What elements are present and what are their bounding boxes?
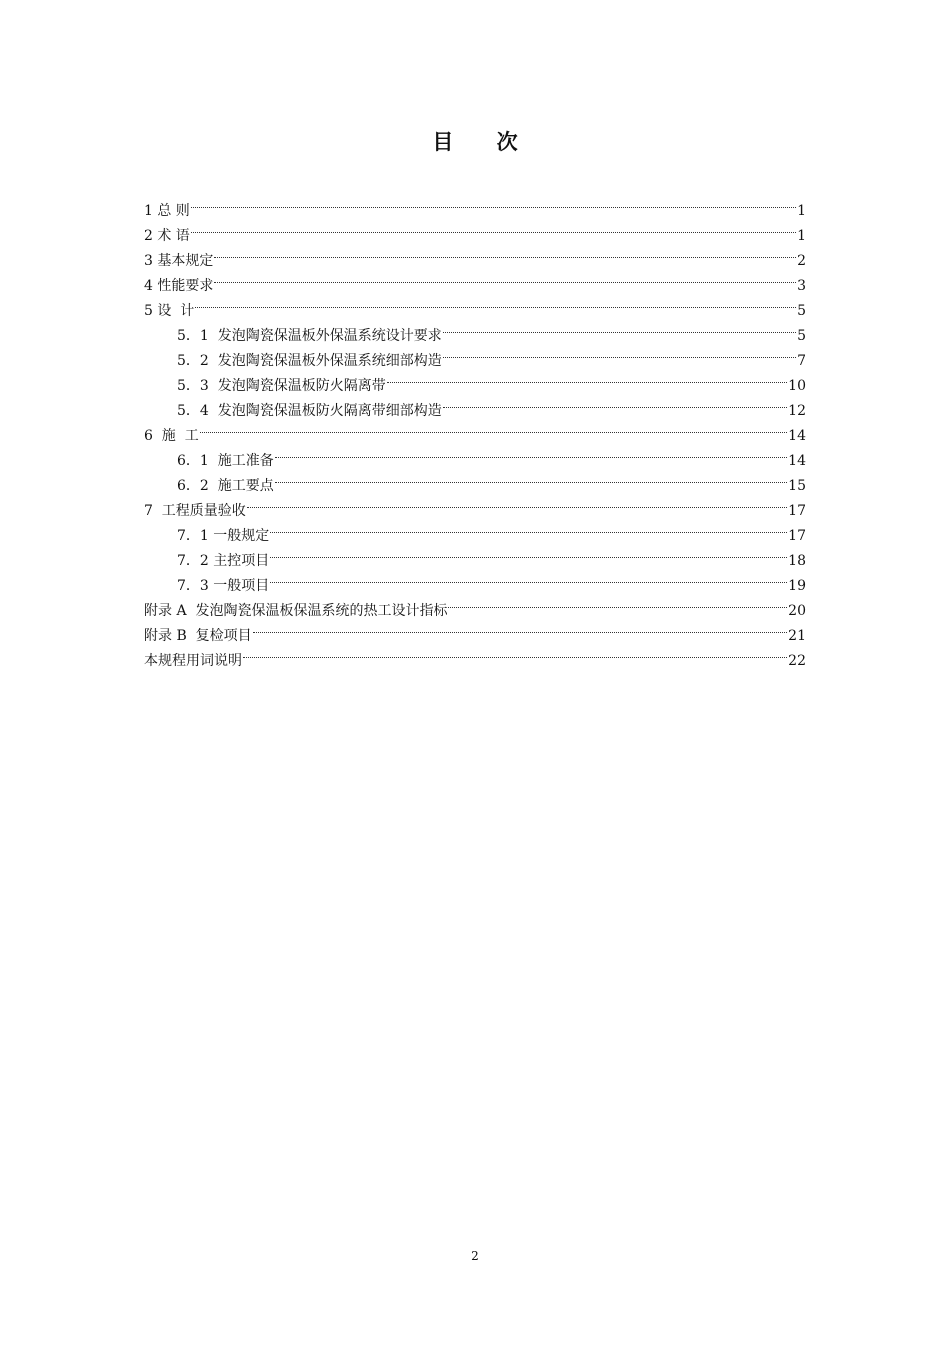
toc-entry-label: 2 术 语 (144, 228, 190, 244)
toc-dot-leader (270, 515, 787, 540)
toc-entry-page: 1 (797, 203, 806, 219)
toc-entry (144, 415, 806, 444)
toc-dot-leader (191, 190, 796, 215)
toc-dot-leader (443, 340, 796, 365)
toc-entry-page: 17 (788, 503, 806, 519)
table-of-contents (144, 190, 806, 669)
toc-dot-leader (387, 365, 787, 390)
toc-entry-page: 2 (797, 253, 806, 269)
toc-entry-label: 1 总 则 (144, 203, 190, 219)
toc-entry-page: 5 (797, 303, 806, 319)
toc-entry-label: 6．1 施工准备 (177, 453, 274, 469)
toc-entry-page: 5 (797, 328, 806, 344)
toc-dot-leader (443, 390, 787, 415)
toc-entry-label: 7．3 一般项目 (177, 578, 270, 594)
toc-entry-page: 21 (788, 628, 806, 644)
toc-entry (144, 215, 806, 244)
toc-dot-leader (200, 415, 787, 440)
toc-entry-label: 3 基本规定 (144, 253, 214, 269)
toc-dot-leader (443, 315, 796, 340)
toc-entry-label: 7．1 一般规定 (177, 528, 270, 544)
toc-dot-leader (270, 565, 787, 590)
toc-entry-page: 10 (788, 378, 806, 394)
toc-entry-page: 19 (788, 578, 806, 594)
toc-dot-leader (270, 540, 787, 565)
toc-entry-page: 1 (797, 228, 806, 244)
toc-dot-leader (191, 215, 796, 240)
toc-entry-label: 附录 B 复检项目 (144, 628, 252, 644)
toc-entry (144, 190, 806, 219)
toc-dot-leader (214, 265, 796, 290)
toc-entry (144, 265, 806, 294)
toc-entry-label: 5 设 计 (144, 303, 195, 319)
toc-entry-label: 附录 A 发泡陶瓷保温板保温系统的热工设计指标 (144, 603, 448, 619)
toc-entry-label: 6 施 工 (144, 428, 199, 444)
toc-entry (144, 440, 806, 469)
toc-entry-label: 5．3 发泡陶瓷保温板防火隔离带 (177, 378, 386, 394)
toc-dot-leader (247, 490, 787, 515)
toc-entry-label: 5．4 发泡陶瓷保温板防火隔离带细部构造 (177, 403, 442, 419)
toc-entry-page: 22 (788, 653, 806, 669)
toc-entry-page: 17 (788, 528, 806, 544)
toc-dot-leader (214, 240, 796, 265)
toc-entry-label: 4 性能要求 (144, 278, 214, 294)
toc-entry-label: 6．2 施工要点 (177, 478, 274, 494)
page-title: 目 次 (432, 130, 536, 154)
toc-entry-page: 18 (788, 553, 806, 569)
toc-dot-leader (253, 615, 788, 640)
page-number: 2 (471, 1249, 479, 1263)
toc-entry (144, 240, 806, 269)
toc-dot-leader (448, 590, 787, 615)
toc-dot-leader (275, 465, 787, 490)
toc-entry-label: 7．2 主控项目 (177, 553, 270, 569)
toc-dot-leader (243, 640, 787, 665)
toc-entry-page: 15 (788, 478, 806, 494)
toc-entry-label: 5．1 发泡陶瓷保温板外保温系统设计要求 (177, 328, 442, 344)
toc-entry-label: 7 工程质量验收 (144, 503, 246, 519)
toc-entry-page: 7 (797, 353, 806, 369)
toc-entry-label: 本规程用词说明 (144, 653, 242, 669)
toc-dot-leader (275, 440, 787, 465)
toc-entry (144, 315, 806, 344)
toc-entry (144, 640, 806, 669)
toc-entry-page: 3 (797, 278, 806, 294)
toc-entry (144, 290, 806, 319)
toc-dot-leader (195, 290, 796, 315)
toc-entry-label: 5．2 发泡陶瓷保温板外保温系统细部构造 (177, 353, 442, 369)
toc-entry-page: 14 (788, 428, 806, 444)
toc-entry-page: 14 (788, 453, 806, 469)
toc-entry-page: 12 (788, 403, 806, 419)
toc-entry-page: 20 (788, 603, 806, 619)
